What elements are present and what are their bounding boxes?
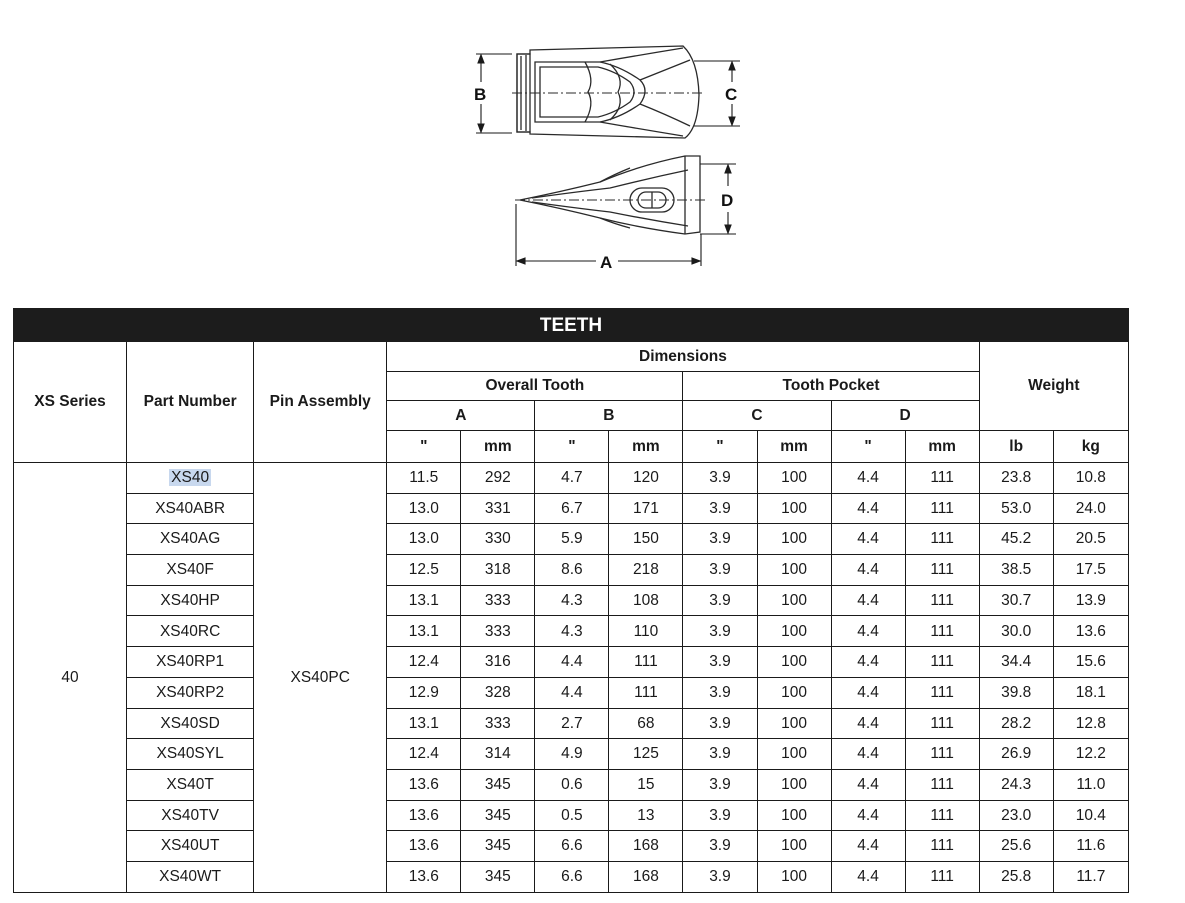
cell-c-in: 3.9 bbox=[683, 708, 757, 739]
cell-c-in: 3.9 bbox=[683, 555, 757, 586]
cell-b-mm: 108 bbox=[609, 585, 683, 616]
cell-d-in: 4.4 bbox=[831, 616, 905, 647]
cell-c-mm: 100 bbox=[757, 524, 831, 555]
table-row bbox=[14, 677, 1129, 708]
cell-weight-kg: 12.2 bbox=[1053, 739, 1128, 770]
cell-b-in: 4.3 bbox=[535, 616, 609, 647]
part-number-text: XS40HP bbox=[160, 591, 220, 609]
cell-b-in: 4.9 bbox=[535, 739, 609, 770]
header-part-number: Part Number bbox=[127, 342, 254, 463]
cell-b-mm: 68 bbox=[609, 708, 683, 739]
table-row bbox=[14, 616, 1129, 647]
header-dimensions: Dimensions bbox=[387, 342, 979, 372]
cell-c-mm: 100 bbox=[757, 585, 831, 616]
unit-b-in: " bbox=[535, 431, 609, 463]
cell-c-mm: 100 bbox=[757, 677, 831, 708]
cell-c-mm: 100 bbox=[757, 616, 831, 647]
cell-weight-kg: 11.6 bbox=[1053, 831, 1128, 862]
part-number-cell bbox=[127, 769, 254, 800]
cell-a-mm: 333 bbox=[461, 585, 535, 616]
header-xs-series: XS Series bbox=[14, 342, 127, 463]
cell-c-in: 3.9 bbox=[683, 861, 757, 892]
cell-b-in: 4.3 bbox=[535, 585, 609, 616]
cell-a-mm: 314 bbox=[461, 739, 535, 770]
cell-weight-kg: 18.1 bbox=[1053, 677, 1128, 708]
cell-weight-lb: 30.7 bbox=[979, 585, 1053, 616]
cell-d-in: 4.4 bbox=[831, 800, 905, 831]
part-number-text: XS40RP2 bbox=[156, 683, 225, 701]
cell-b-in: 0.6 bbox=[535, 769, 609, 800]
part-number-text: XS40UT bbox=[160, 837, 220, 855]
unit-d-in: " bbox=[831, 431, 905, 463]
cell-b-in: 4.4 bbox=[535, 647, 609, 678]
part-number-text: XS40 bbox=[171, 469, 210, 487]
header-overall-tooth: Overall Tooth bbox=[387, 372, 683, 401]
cell-c-in: 3.9 bbox=[683, 769, 757, 800]
cell-weight-kg: 20.5 bbox=[1053, 524, 1128, 555]
cell-c-mm: 100 bbox=[757, 708, 831, 739]
cell-weight-kg: 17.5 bbox=[1053, 555, 1128, 586]
cell-a-mm: 333 bbox=[461, 616, 535, 647]
cell-weight-lb: 25.8 bbox=[979, 861, 1053, 892]
cell-a-in: 12.4 bbox=[387, 647, 461, 678]
cell-b-in: 0.5 bbox=[535, 800, 609, 831]
cell-a-in: 12.5 bbox=[387, 555, 461, 586]
cell-a-mm: 316 bbox=[461, 647, 535, 678]
part-number-cell bbox=[127, 861, 254, 892]
part-number-cell bbox=[127, 739, 254, 770]
unit-a-in: " bbox=[387, 431, 461, 463]
header-tooth-pocket: Tooth Pocket bbox=[683, 372, 979, 401]
cell-b-mm: 120 bbox=[609, 463, 683, 494]
cell-b-mm: 111 bbox=[609, 677, 683, 708]
cell-weight-lb: 24.3 bbox=[979, 769, 1053, 800]
part-number-text: XS40F bbox=[166, 561, 214, 579]
cell-weight-lb: 23.0 bbox=[979, 800, 1053, 831]
cell-weight-lb: 26.9 bbox=[979, 739, 1053, 770]
cell-b-in: 8.6 bbox=[535, 555, 609, 586]
cell-a-in: 13.0 bbox=[387, 524, 461, 555]
part-number-text: XS40SYL bbox=[156, 745, 224, 763]
cell-b-mm: 171 bbox=[609, 493, 683, 524]
cell-a-mm: 328 bbox=[461, 677, 535, 708]
part-number-text: XS40SD bbox=[160, 714, 220, 732]
cell-c-in: 3.9 bbox=[683, 524, 757, 555]
table-row bbox=[14, 585, 1129, 616]
cell-d-in: 4.4 bbox=[831, 463, 905, 494]
cell-a-in: 13.6 bbox=[387, 769, 461, 800]
cell-weight-lb: 53.0 bbox=[979, 493, 1053, 524]
cell-c-mm: 100 bbox=[757, 493, 831, 524]
part-number-text: XS40RC bbox=[159, 622, 221, 640]
cell-b-mm: 150 bbox=[609, 524, 683, 555]
header-b: B bbox=[535, 401, 683, 431]
cell-a-mm: 330 bbox=[461, 524, 535, 555]
cell-c-mm: 100 bbox=[757, 555, 831, 586]
table-row bbox=[14, 524, 1129, 555]
header-d: D bbox=[831, 401, 979, 431]
part-number-cell bbox=[127, 555, 254, 586]
cell-c-in: 3.9 bbox=[683, 647, 757, 678]
cell-weight-kg: 12.8 bbox=[1053, 708, 1128, 739]
cell-b-in: 6.6 bbox=[535, 861, 609, 892]
unit-a-mm: mm bbox=[461, 431, 535, 463]
cell-d-mm: 111 bbox=[905, 861, 979, 892]
cell-d-mm: 111 bbox=[905, 616, 979, 647]
cell-d-mm: 111 bbox=[905, 769, 979, 800]
cell-a-mm: 318 bbox=[461, 555, 535, 586]
cell-d-in: 4.4 bbox=[831, 861, 905, 892]
cell-b-mm: 111 bbox=[609, 647, 683, 678]
cell-a-in: 12.9 bbox=[387, 677, 461, 708]
cell-d-mm: 111 bbox=[905, 463, 979, 494]
cell-b-mm: 13 bbox=[609, 800, 683, 831]
cell-d-mm: 111 bbox=[905, 831, 979, 862]
cell-c-in: 3.9 bbox=[683, 463, 757, 494]
cell-c-in: 3.9 bbox=[683, 831, 757, 862]
cell-weight-kg: 24.0 bbox=[1053, 493, 1128, 524]
part-number-text: XS40TV bbox=[161, 806, 219, 824]
cell-a-mm: 345 bbox=[461, 861, 535, 892]
cell-b-mm: 125 bbox=[609, 739, 683, 770]
cell-weight-lb: 38.5 bbox=[979, 555, 1053, 586]
part-number-text: XS40RP1 bbox=[156, 653, 225, 671]
cell-d-mm: 111 bbox=[905, 493, 979, 524]
header-a: A bbox=[387, 401, 535, 431]
cell-c-in: 3.9 bbox=[683, 800, 757, 831]
tooth-dimension-diagram bbox=[0, 0, 1185, 300]
cell-a-in: 13.6 bbox=[387, 800, 461, 831]
cell-b-mm: 168 bbox=[609, 831, 683, 862]
unit-weight-kg: kg bbox=[1053, 431, 1128, 463]
cell-a-in: 13.6 bbox=[387, 831, 461, 862]
part-number-text: XS40ABR bbox=[155, 499, 226, 517]
cell-a-in: 11.5 bbox=[387, 463, 461, 494]
cell-d-mm: 111 bbox=[905, 524, 979, 555]
cell-b-in: 6.6 bbox=[535, 831, 609, 862]
cell-weight-lb: 45.2 bbox=[979, 524, 1053, 555]
table-row bbox=[14, 800, 1129, 831]
cell-a-in: 13.1 bbox=[387, 708, 461, 739]
part-number-cell bbox=[127, 647, 254, 678]
cell-weight-lb: 30.0 bbox=[979, 616, 1053, 647]
cell-weight-kg: 13.9 bbox=[1053, 585, 1128, 616]
part-number-text: XS40T bbox=[166, 775, 214, 793]
cell-a-in: 13.1 bbox=[387, 585, 461, 616]
table-row bbox=[14, 739, 1129, 770]
cell-d-in: 4.4 bbox=[831, 555, 905, 586]
cell-b-in: 2.7 bbox=[535, 708, 609, 739]
unit-weight-lb: lb bbox=[979, 431, 1053, 463]
cell-a-in: 13.0 bbox=[387, 493, 461, 524]
part-number-cell bbox=[127, 493, 254, 524]
cell-weight-lb: 25.6 bbox=[979, 831, 1053, 862]
unit-d-mm: mm bbox=[905, 431, 979, 463]
table-row bbox=[14, 831, 1129, 862]
header-weight: Weight bbox=[979, 342, 1128, 431]
cell-d-mm: 111 bbox=[905, 555, 979, 586]
table-row bbox=[14, 555, 1129, 586]
table-row bbox=[14, 769, 1129, 800]
cell-d-mm: 111 bbox=[905, 585, 979, 616]
cell-c-mm: 100 bbox=[757, 463, 831, 494]
cell-c-mm: 100 bbox=[757, 861, 831, 892]
cell-weight-kg: 10.8 bbox=[1053, 463, 1128, 494]
dimension-a-label: A bbox=[600, 253, 613, 272]
part-number-cell bbox=[127, 831, 254, 862]
part-number-cell bbox=[127, 463, 254, 494]
cell-a-mm: 333 bbox=[461, 708, 535, 739]
cell-d-in: 4.4 bbox=[831, 585, 905, 616]
cell-d-in: 4.4 bbox=[831, 647, 905, 678]
teeth-spec-table bbox=[13, 308, 1129, 893]
cell-d-mm: 111 bbox=[905, 677, 979, 708]
cell-d-in: 4.4 bbox=[831, 769, 905, 800]
series-value: 40 bbox=[14, 463, 127, 893]
cell-b-mm: 168 bbox=[609, 861, 683, 892]
part-number-cell bbox=[127, 524, 254, 555]
cell-b-in: 4.4 bbox=[535, 677, 609, 708]
table-row bbox=[14, 708, 1129, 739]
dimension-d-label: D bbox=[721, 191, 734, 210]
cell-c-mm: 100 bbox=[757, 831, 831, 862]
cell-c-mm: 100 bbox=[757, 647, 831, 678]
cell-b-in: 4.7 bbox=[535, 463, 609, 494]
part-number-text: XS40WT bbox=[159, 868, 222, 886]
cell-d-in: 4.4 bbox=[831, 739, 905, 770]
cell-weight-lb: 34.4 bbox=[979, 647, 1053, 678]
cell-d-mm: 111 bbox=[905, 739, 979, 770]
cell-weight-lb: 23.8 bbox=[979, 463, 1053, 494]
cell-d-in: 4.4 bbox=[831, 493, 905, 524]
cell-a-in: 12.4 bbox=[387, 739, 461, 770]
part-number-cell bbox=[127, 585, 254, 616]
table-title: TEETH bbox=[14, 309, 1129, 342]
cell-b-in: 6.7 bbox=[535, 493, 609, 524]
cell-b-mm: 218 bbox=[609, 555, 683, 586]
table-row bbox=[14, 861, 1129, 892]
cell-c-in: 3.9 bbox=[683, 616, 757, 647]
cell-c-mm: 100 bbox=[757, 769, 831, 800]
cell-d-in: 4.4 bbox=[831, 677, 905, 708]
cell-d-mm: 111 bbox=[905, 708, 979, 739]
tooth-top-view bbox=[512, 46, 705, 138]
cell-d-mm: 111 bbox=[905, 800, 979, 831]
table-body bbox=[14, 463, 1129, 893]
pin-assembly-value: XS40PC bbox=[254, 463, 387, 893]
cell-b-mm: 110 bbox=[609, 616, 683, 647]
cell-weight-kg: 10.4 bbox=[1053, 800, 1128, 831]
cell-d-in: 4.4 bbox=[831, 524, 905, 555]
table-row bbox=[14, 463, 1129, 494]
header-pin-assembly: Pin Assembly bbox=[254, 342, 387, 463]
cell-c-in: 3.9 bbox=[683, 585, 757, 616]
cell-weight-kg: 11.7 bbox=[1053, 861, 1128, 892]
part-number-cell bbox=[127, 677, 254, 708]
cell-c-mm: 100 bbox=[757, 739, 831, 770]
cell-b-in: 5.9 bbox=[535, 524, 609, 555]
cell-c-in: 3.9 bbox=[683, 677, 757, 708]
cell-a-mm: 345 bbox=[461, 769, 535, 800]
cell-a-mm: 345 bbox=[461, 831, 535, 862]
cell-d-mm: 111 bbox=[905, 647, 979, 678]
cell-weight-lb: 39.8 bbox=[979, 677, 1053, 708]
unit-c-in: " bbox=[683, 431, 757, 463]
unit-b-mm: mm bbox=[609, 431, 683, 463]
cell-a-in: 13.6 bbox=[387, 861, 461, 892]
tooth-side-view bbox=[515, 156, 705, 234]
cell-weight-lb: 28.2 bbox=[979, 708, 1053, 739]
dimension-c-label: C bbox=[725, 85, 738, 104]
cell-a-in: 13.1 bbox=[387, 616, 461, 647]
cell-b-mm: 15 bbox=[609, 769, 683, 800]
dimension-b-label: B bbox=[474, 85, 487, 104]
part-number-cell bbox=[127, 708, 254, 739]
part-number-cell bbox=[127, 616, 254, 647]
cell-c-mm: 100 bbox=[757, 800, 831, 831]
header-c: C bbox=[683, 401, 831, 431]
cell-weight-kg: 15.6 bbox=[1053, 647, 1128, 678]
cell-d-in: 4.4 bbox=[831, 708, 905, 739]
part-number-cell bbox=[127, 800, 254, 831]
cell-weight-kg: 13.6 bbox=[1053, 616, 1128, 647]
cell-weight-kg: 11.0 bbox=[1053, 769, 1128, 800]
table-row bbox=[14, 493, 1129, 524]
cell-d-in: 4.4 bbox=[831, 831, 905, 862]
cell-c-in: 3.9 bbox=[683, 739, 757, 770]
cell-a-mm: 292 bbox=[461, 463, 535, 494]
part-number-text: XS40AG bbox=[159, 530, 221, 548]
unit-c-mm: mm bbox=[757, 431, 831, 463]
table-row bbox=[14, 647, 1129, 678]
cell-a-mm: 345 bbox=[461, 800, 535, 831]
cell-c-in: 3.9 bbox=[683, 493, 757, 524]
cell-a-mm: 331 bbox=[461, 493, 535, 524]
